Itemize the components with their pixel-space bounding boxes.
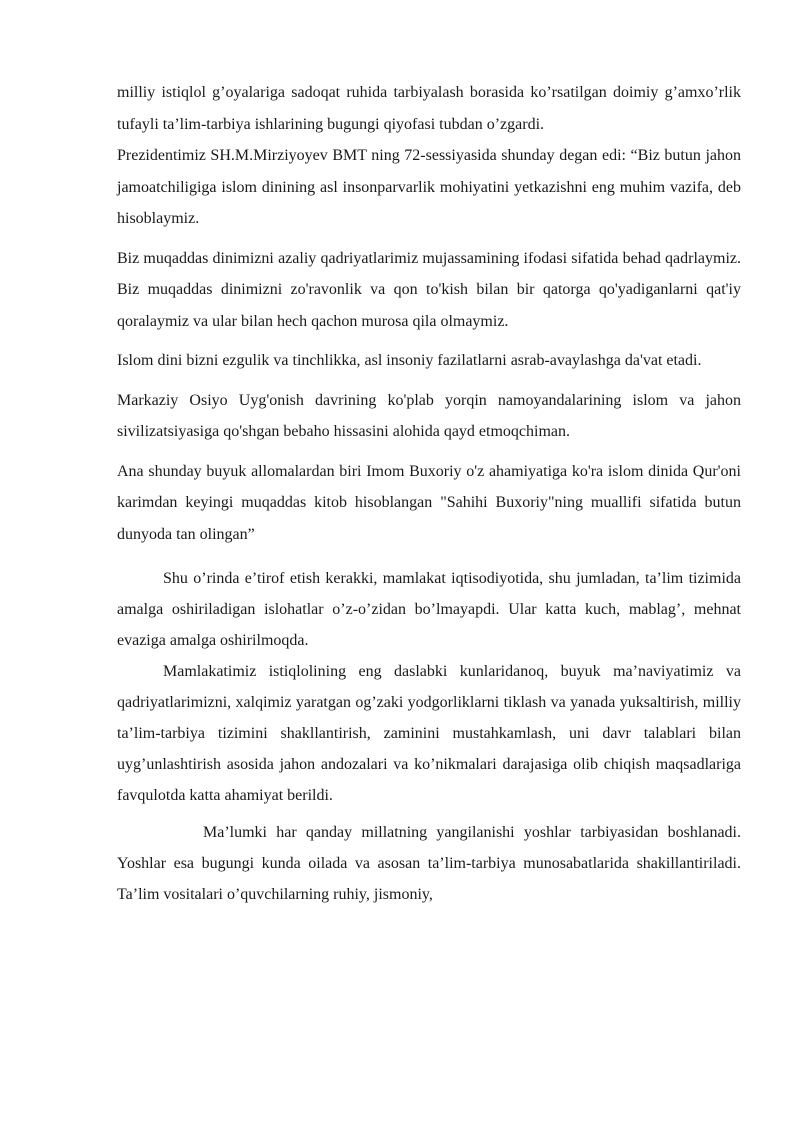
paragraph-imom-buxoriy: Ana shunday buyuk allomalardan biri Imom Buxoriy o'z ahamiyatiga ko'ra islom dinida Qur'oni karimdan keyingi muqaddas kitob hisoblangan "Sahihi Buxoriy"ning muallifi sifatida butun dunyoda tan olingan” (117, 462, 741, 543)
paragraph-markaziy-osiyo: Markaziy Osiyo Uyg'onish davrining ko'plab yorqin namoyandalarining islom va jahon sivilizatsiyasiga qo'shgan bebaho hissasini alohida qayd etmoqchiman. (117, 391, 741, 440)
paragraph-mamlakat-istiqlol: Mamlakatimiz istiqlolining eng daslabki kunlaridanoq, buyuk ma’naviyatimiz va qadriyatlarimizni, xalqimiz yaratgan og’zaki yodgorliklarni tiklash va yanada yuksaltirish, milliy ta’lim-tarbiya tizimini shakllantirish, zaminini mustahkamlash, uni davr talablari bilan uyg’unlashtirish asosida jahon andozalari va ko’nikmalari darajasiga olib chiqish maqsadlariga favqulotda katta ahamiyat berildi. (117, 663, 741, 804)
paragraph-istiqlol: milliy istiqlol g’oyalariga sadoqat ruhida tarbiyalash borasida ko’rsatilgan doimiy g’amxo’rlik tufayli ta’lim-tarbiya ishlarining bugungi qiyofasi tubdan o’zgardi. (117, 84, 741, 133)
paragraph-islohatlar: Shu o’rinda e’tirof etish kerakki, mamlakat iqtisodiyotida, shu jumladan, ta’lim tizimida amalga oshiriladigan islohatlar o’z-o’zidan bo’lmayapdi. Ular katta kuch, mablag’, mehnat evaziga amalga oshirilmoqda. (117, 570, 741, 649)
paragraph-islom-dini: Islom dini bizni ezgulik va tinchlikka, asl insoniy fazilatlarni asrab-avaylashga da'vat etadi. (117, 352, 702, 369)
document-page (117, 77, 741, 910)
paragraph-muqaddas-din: Biz muqaddas dinimizni azaliy qadriyatlarimiz mujassamining ifodasi sifatida behad qadrlaymiz. Biz muqaddas dinimizni zo'ravonlik va qon to'kish bilan bir qatorga qo'yadiganlarni qat'iy qoralaymiz va ular bilan hech qachon murosa qila olmaymiz. (117, 249, 741, 330)
paragraph-yoshlar-tarbiyasi: Ma’lumki har qanday millatning yangilanishi yoshlar tarbiyasidan boshlanadi. Yoshlar esa bugungi kunda oilada va asosan ta’lim-tarbiya munosabatlarida shakillantiriladi. Ta’lim vositalari o’quvchilarning ruhiy, jismoniy, (117, 824, 741, 903)
paragraph-president-quote: Prezidentimiz SH.M.Mirziyoyev BMT ning 72-sessiyasida shunday degan edi: “Biz butun jahon jamoatchiligiga islom dinining asl insonparvarlik mohiyatini yetkazishni eng muhim vazifa, deb hisoblaymiz. (117, 147, 741, 227)
